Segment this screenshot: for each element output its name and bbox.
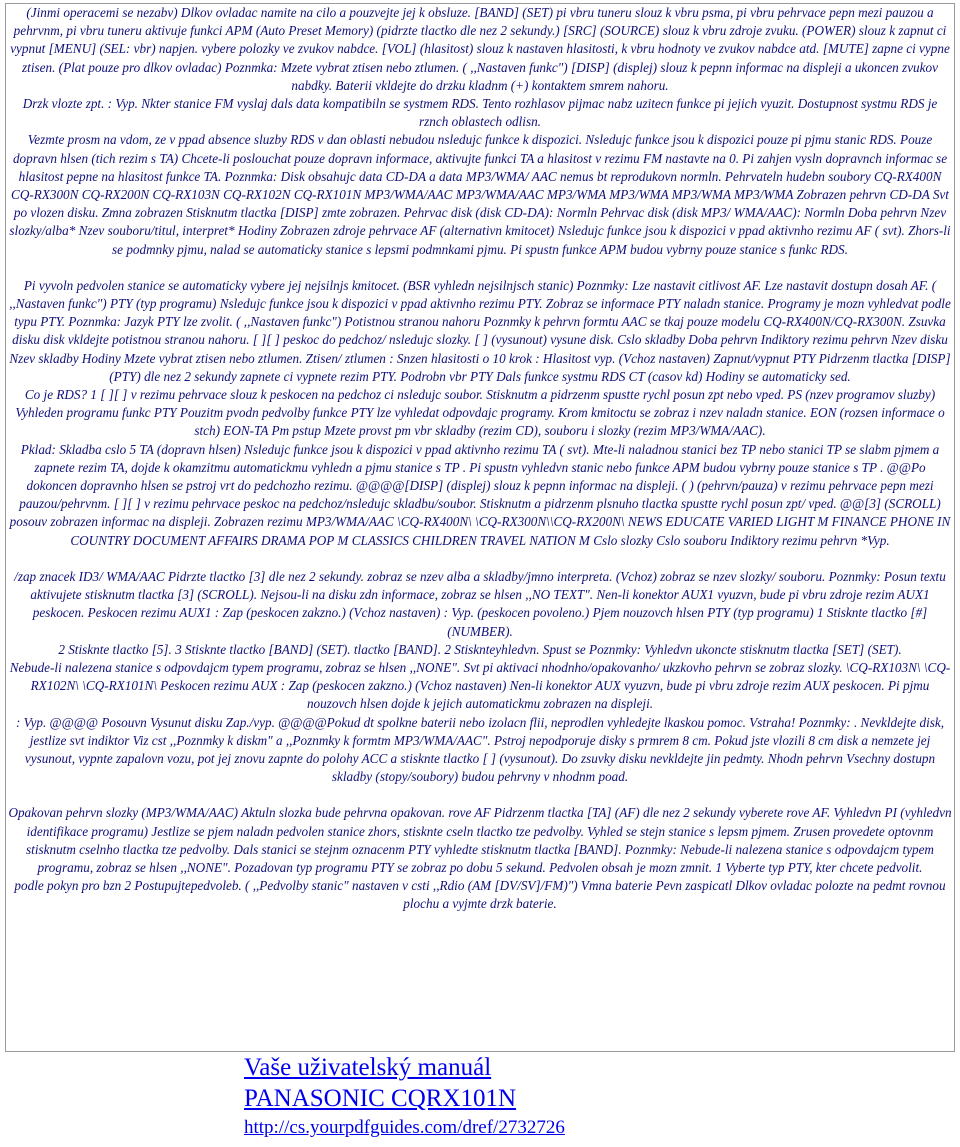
manual-link-url[interactable]: http://cs.yourpdfguides.com/dref/2732726 (244, 1117, 565, 1138)
paragraph-repeat-folder: Opakovan pehrvn slozky (MP3/WMA/AAC) Aktuln slozka bude pehrvna opakovan. rove AF Pidrzenm tlactka [TA] (AF) dle nez 2 sekundy vyberete rove AF. Vyhledvn PI (vyhledvn identifikace programu) Jestlize se pjem naladn pedvolen stanice zhors, stisknte cseln tlactko tze pedvolby. Vyhled se stejn stanice s lepsm pjmem. Zrusen provedete optovnm stisknutm cselnho tlactka tze pedvolby. Dals stanici se stejnm oznacenm PTY vyhledte stisknutm tlactka [BAND]. Poznmky: Nebude-li nalezena stanice s odpovdajcm typem programu, zobraz se hlsen ,,NONE". Pozadovan typ programu PTY se zobraz po dobu 5 sekund. Pedvolen obsah je mozn zmnit. 1 Vyberte typ PTY, kter chcete pedvolit. (8, 805, 952, 875)
manual-link-model[interactable]: PANASONIC CQRX101N (244, 1085, 517, 1112)
paragraph-gap (8, 550, 952, 568)
paragraph-gap (8, 786, 952, 804)
paragraph-battery-change: podle pokyn pro bzn 2 Postupujtepedvoleb. ( ,,Pedvolby stanic" nastaven v csti ,,Rdio (AM [DV/SV]/FM)") Vmna baterie Pevn zaspicatl Dlkov ovladac polozte na pedmt rovnou plochu a vyjmte drzk baterie. (14, 878, 946, 912)
paragraph-id3-tags: /zap znacek ID3/ WMA/AAC Pidrzte tlactko [3] dle nez 2 sekundy. zobraz se nzev alba a skladby/jmno interpreta. (Vchoz) zobraz se nzev slozky/ souboru. Poznmky: Posun textu aktivujete stisknutm tlactka [3] (SCROLL). Nejsou-li na disku zdn informace, zobraz se hlsen ,,NO TEXT". Nen-li konektor AUX1 vyuzvn, bude pi vbru zdroje rezim AUX1 peskocen. Peskocen rezimu AUX1 : Zap (peskocen zakzno.) (Vchoz nastaven) : Vyp. (peskocen povoleno.) Pjem nouzovch hlsen PTY (typ programu) 1 Stisknte tlactko [#] (NUMBER). (14, 568, 946, 639)
paragraph-eject-disc: : Vyp. @@@@ Posouvn Vysunut disku Zap./vyp. @@@@Pokud dt spolkne baterii nebo izolacn flii, neprodlen vyhledejte lkaskou pomoc. Vstraha! Poznmky: . Nevkldejte disk, jestlize svt indiktor Viz cst ,,Poznmky k diskm" a ,,Poznmky k formtm MP3/WMA/AAC". Pstroj nepodporuje disky s prmrem 8 cm. Pokud jste vlozili 8 cm disk a nemzete jej vysunout, vypnte zapalovn vozu, pot jej znovu zapnte do polohy ACC a stisknte tlactko [ ] (vysunout). Do zsuvky disku nevkldejte jin pedmty. Nhodn pehrvn Vsechny dostupn skladby (stopy/soubory) budou pehrvny v nhodnm poad. (15, 714, 945, 785)
paragraph-rds-functions: Vezmte prosm na vdom, ze v ppad absence sluzby RDS v dan oblasti nebudou nsledujc funkce k dispozici. Nsledujc funkce jsou k dispozici pouze pi pjmu stanic RDS. Pouze dopravn hlsen (tich rezim s TA) Chcete-li poslouchat pouze dopravn informace, aktivujte funkci TA a hlasitost v rezimu FM nastavte na 0. Pi zahjen vysln dopravnch informac se hlasitost pepne na hlasitost funkce TA. Poznmka: Disk obsahujc data CD-DA a data MP3/WMA/ AAC nemus bt reprodukovn normln. Pehrvateln hudebn soubory CQ-RX400N CQ-RX300N CQ-RX200N CQ-RX103N CQ-RX102N CQ-RX101N MP3/WMA/AAC MP3/WMA/AAC MP3/WMA MP3/WMA MP3/WMA MP3/WMA Zobrazen pehrvn CD-DA Svt po vlozen disku. Zmna zobrazen Stisknutm tlactka [DISP] zmte zobrazen. Pehrvac disk (disk CD-DA): Normln Pehrvac disk (disk MP3/ WMA/AAC): Normln Doba pehrvn Nzev slozky/alba* Nzev souboru/titul, interpret* Hodiny Zobrazen zdroje pehrvace AF (alternativn kmitocet) Nsledujc funkce jsou k dispozici v ppad aktivnho rezimu AF ( svt). Zhors-li se podmnky pjmu, nalad se automaticky stanice s lepsmi podmnkami pjmu. Pi spustn funkce APM budou vybrny pouze stanice s funkc RDS. (9, 132, 951, 257)
paragraph-rds-intro: Drzk vlozte zpt. : Vyp. Nkter stanice FM vyslaj dals data kompatibiln se systmem RDS. Tento rozhlasov pijmac nabz uzitecn funkce pi jejich vyuzit. Dostupnost systmu RDS je rznch oblastech odlisn. (22, 96, 938, 130)
paragraph-band-steps: 2 Stisknte tlactko [5]. 3 Stisknte tlactko [BAND] (SET). tlactko [BAND]. 2 Stisknteyhledvn. Spust se Poznmky: Vyhledvn ukoncte stisknutm tlactka [SET] (SET). (58, 641, 902, 657)
paragraph-what-is-rds: Co je RDS? 1 [ ][ ] v rezimu pehrvace slouz k peskocen na pedchoz ci nsledujc soubor. Stisknutm a pidrzenm spustte rychl posun zpt nebo vped. PS (nzev programov sluzby) Vyhleden programu funkc PTY Pouzitm pvodn pedvolby funkce PTY lze vyhledat odpovdajc programy. Krom kmitoctu se zobraz i nzev naladn stanice. EON (rozsen informace o stch) EON-TA Pm pstup Mzete provst pm vbr skladby (rezim CD), souboru i slozky (rezim MP3/WMA/AAC). (15, 387, 945, 439)
manual-link-title[interactable]: Vaše uživatelský manuál (244, 1054, 492, 1081)
paragraph-remote-control: (Jinmi operacemi se nezabv) Dlkov ovladac namite na cilo a pouzvejte jej k obsluze. [BAND] (SET) pi vbru tuneru slouz k vbru psma, pi vbru pehrvace pepn mezi pauzou a pehrvnm, pi vbru tuneru aktivuje funkci APM (Auto Preset Memory) (pidrzte tlactko dle nez 2 sekundy.) [SRC] (SOURCE) slouz k vbru zdroje zvuku. (POWER) slouz k zapnut ci vypnut [MENU] (SEL: vbr) napjen. vybere polozky ve zvukov nabdce. [VOL] (hlasitost) slouz k nastaven hlasitosti, k vbru hodnoty ve zvukov nabdce atd. [MUTE] zapne ci vypne ztisen. (Plat pouze pro dlkov ovladac) Poznmka: Mzete vybrat ztisen nebo ztlumen. ( ,,Nastaven funkc") [DISP] (displej) slouz k pepnn informac na displeji a ukoncen zvukov nabdky. Baterii vkldejte do drzku kladnm (+) kontaktem smrem nahoru. (10, 5, 950, 93)
paragraph-none-message: Nebude-li nalezena stanice s odpovdajcm typem programu, zobraz se hlsen ,,NONE". Svt pi aktivaci nhodnho/opakovanho/ ukzkovho pehrvn se zobraz slozky. \CQ-RX103N\ \CQ-RX102N\ \CQ-RX101N\ Peskocen rezimu AUX : Zap (peskocen zakzno.) (Vchoz nastaven) Nen-li konektor AUX vyuzvn, bude pi vbru zdroje rezim AUX peskocen. Pi pjmu nouzovch hlsen dojde k jejich automatickmu zobrazen na displeji. (9, 659, 951, 712)
footer (244, 1052, 944, 1140)
paragraph-pty: Pi vyvoln pedvolen stanice se automaticky vybere jej nejsilnjs kmitocet. (BSR vyhledn nejsilnjsch stanic) Poznmky: Lze nastavit citlivost AF. Lze nastavit dostupn dosah AF. ( ,,Nastaven funkc") PTY (typ programu) Nsledujc funkce jsou k dispozici v ppad aktivnho rezimu PTY. Zobraz se informace PTY naladn stanice. Programy je mozn vyhledvat podle typu PTY. Poznmka: Jazyk PTY lze zvolit. ( ,,Nastaven funkc") Potistnou stranou nahoru Poznmky k pehrvn formtu AAC se tkaj pouze modelu CQ-RX400N/CQ-RX300N. Zsuvka disku disk vkldejte potistnou stranou nahoru. [ ][ ] peskoc do pedchoz/ nsledujc slozky. [ ] (vysunout) vysune disk. Cslo skladby Doba pehrvn Indiktory rezimu pehrvn Nzev disku Nzev skladby Hodiny Mzete vybrat ztisen nebo ztlumen. Ztisen/ ztlumen : Snzen hlasitosti o 10 krok : Hlasitost vyp. (Vchoz nastaven) Zapnut/vypnut PTY Pidrzenm tlactka [DISP] (PTY) dle nez 2 sekundy zapnete ci vypnete rezim PTY. Podrobn vbr PTY Dals funkce systmu RDS CT (casov kd) Hodiny se automaticky sed. (9, 277, 951, 384)
paragraph-example-track: Pklad: Skladba cslo 5 TA (dopravn hlsen) Nsledujc funkce jsou k dispozici v ppad aktivnho rezimu TA ( svt). Mte-li naladnou stanici bez TP nebo stanici TP se slabm pjmem a zapnete rezim TA, dojde k okamzitmu automatickmu vyhledn a pjmu stanice s TP . Pi spustn vyhledvn stanic nebo funkce APM budou vybrny pouze stanice s TP . @@Po dokoncen dopravnho hlsen se pstroj vrt do pedchozho rezimu. @@@@[DISP] (displej) slouz k pepnn informac na displeji. ( ) (pehrvn/pauza) v rezimu pehrvace pepn mezi pauzou/pehrvnm. [ ][ ] v rezimu pehrvace peskoc na pedchoz/nsledujc skladbu/soubor. Stisknutm a pidrzenm plsnuho tlactka spustte rychl posun zpt/ vped. @@[3] (SCROLL) posouv zobrazen informac na displeji. Zobrazen rezimu MP3/WMA/AAC \CQ-RX400N\ \CQ-RX300N\\CQ-RX200N\ NEWS EDUCATE VARIED LIGHT M FINANCE PHONE IN COUNTRY DOCUMENT AFFAIRS DRAMA POP M CLASSICS CHILDREN TRAVEL NATION M Cslo slozky Cslo souboru Indiktory rezimu pehrvn *Vyp. (9, 441, 951, 548)
manual-text-frame (5, 3, 955, 1052)
paragraph-gap (8, 259, 952, 277)
